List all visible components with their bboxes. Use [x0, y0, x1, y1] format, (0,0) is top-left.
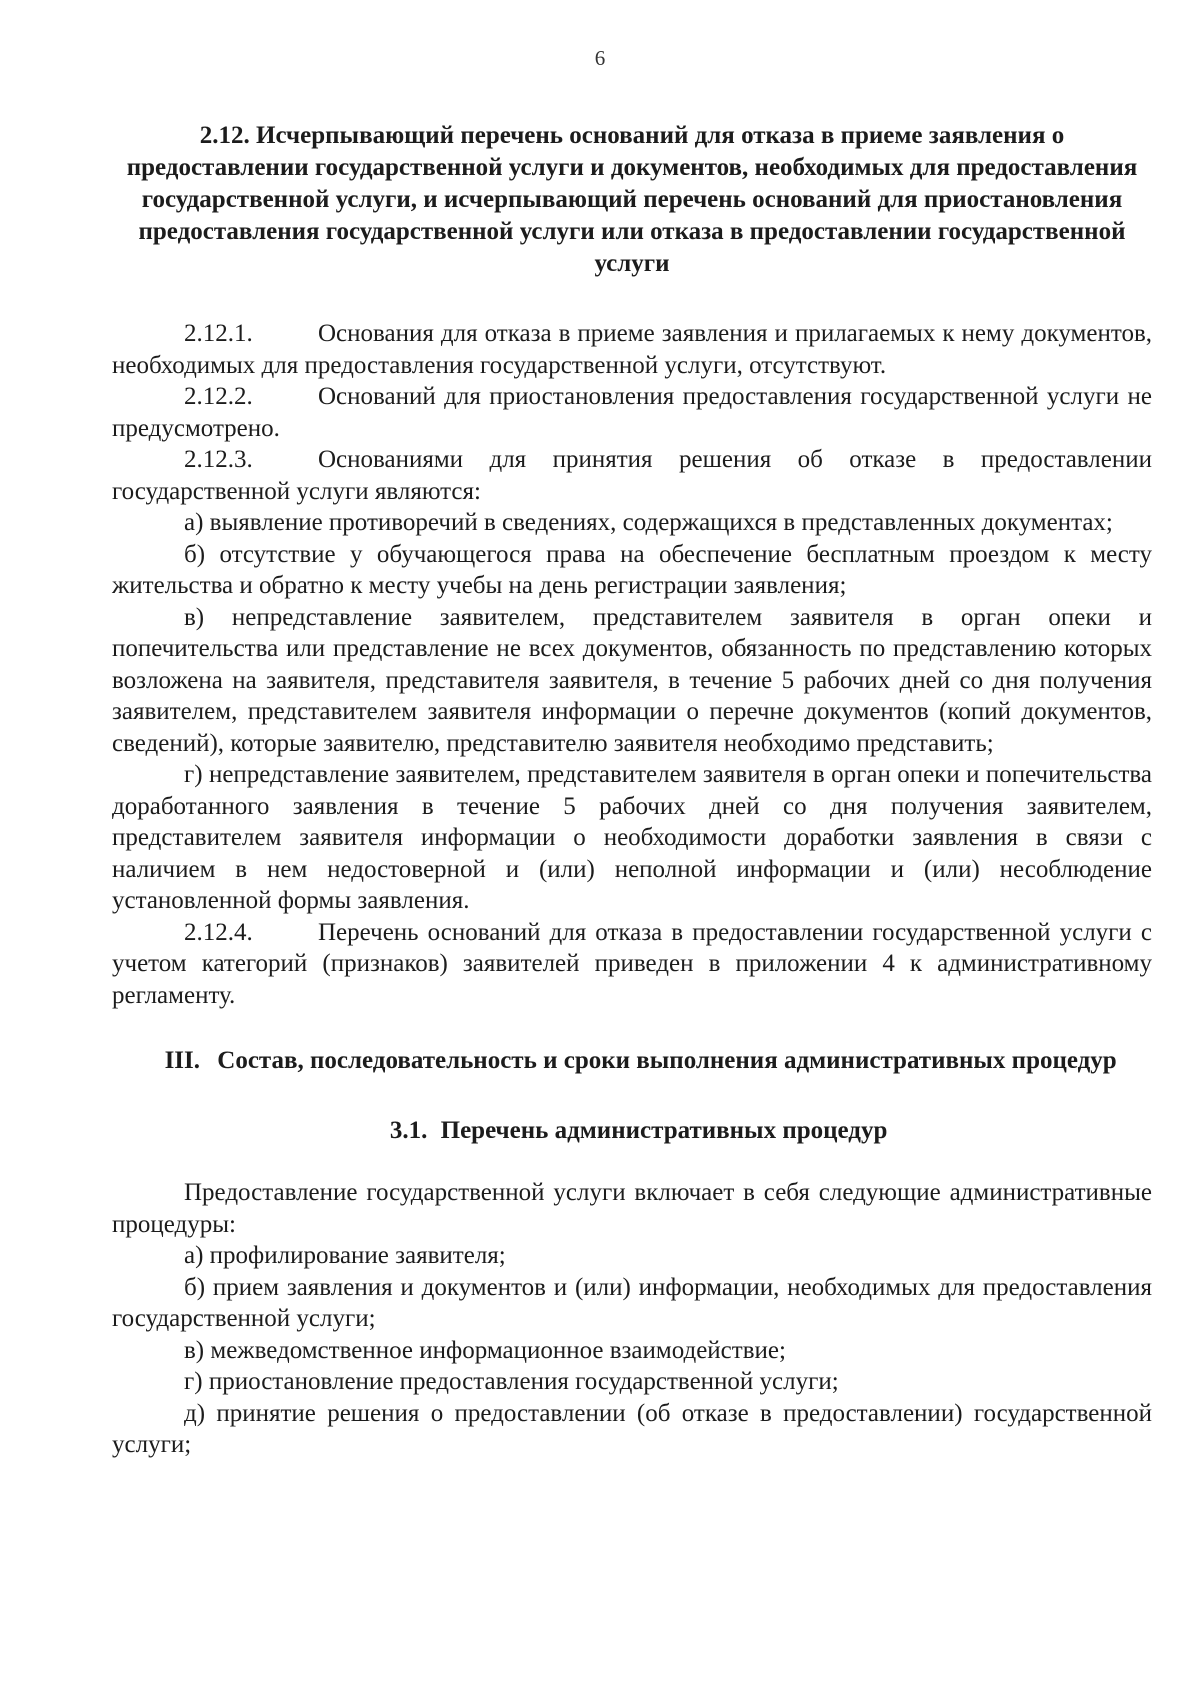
procedure-item: б) прием заявления и документов и (или) информации, необходимых для предоставления государственной услуги; [112, 1273, 1152, 1332]
section-3-heading [112, 1045, 1152, 1077]
paragraph-2-12-1 [112, 318, 1152, 381]
paragraph-2-12-4 [112, 917, 1152, 1012]
section-numeral: III. [164, 1047, 200, 1074]
paragraph-text: Основания для отказа в приеме заявления и прилагаемых к нему документов, необходимых для предоставления государственной услуги, отсутствуют. [112, 320, 1152, 379]
paragraph-text: Оснований для приостановления предоставления государственной услуги не предусмотрено. [112, 383, 1152, 442]
document-body [112, 120, 1152, 1461]
list-item-v: в) непредставление заявителем, представителем заявителя в орган опеки и попечительства или представление не всех документов, обязанность по представлению которых возложена на заявителя, представителя заявителя, в течение 5 рабочих дней со дня получения заявителем, представителем заявителя информации о перечне документов (копий документов, сведений), которые заявителю, представителю заявителя необходимо представить; [112, 603, 1152, 757]
paragraph-2-12-2 [112, 381, 1152, 444]
section-2-12-heading: 2.12. Исчерпывающий перечень оснований для отказа в приеме заявления о предоставлении государственной услуги и документов, необходимых для предоставления государственной услуги, и исчерпывающий перечень оснований для приостановления предоставления государственной услуги или отказа в предоставлении государственной услуги [126, 122, 1138, 277]
section-3-1-intro: Предоставление государственной услуги включает в себя следующие административные процедуры: [112, 1179, 1152, 1238]
page-number: 6 [594, 46, 606, 70]
paragraph-text: Основаниями для принятия решения об отказе в предоставлении государственной услуги являются: [112, 446, 1152, 505]
section-title: Состав, последовательность и сроки выполнения административных процедур [217, 1047, 1117, 1074]
list-item-g: г) непредставление заявителем, представителем заявителя в орган опеки и попечительства доработанного заявления в течение 5 рабочих дней со дня получения заявителем, представителем заявителя информации о необходимости доработки заявления в связи с наличием в нем недостоверной и (или) неполной информации и (или) несоблюдение установленной формы заявления. [112, 761, 1152, 914]
list-item-b: б) отсутствие у обучающегося права на обеспечение бесплатным проездом к месту жительства и обратно к месту учебы на день регистрации заявления; [112, 540, 1152, 599]
paragraph-number: 2.12.3. [184, 446, 253, 473]
paragraph-number: 2.12.4. [184, 918, 253, 946]
procedure-item: г) приостановление предоставления государственной услуги; [184, 1368, 839, 1395]
paragraph-number: 2.12.1. [184, 320, 253, 347]
procedure-item: в) межведомственное информационное взаимодействие; [184, 1336, 786, 1364]
paragraph-2-12-3 [112, 444, 1152, 507]
procedure-item: а) профилирование заявителя; [184, 1242, 506, 1269]
section-3-1-heading [112, 1115, 1152, 1147]
procedure-item: д) принятие решения о предоставлении (об отказе в предоставлении) государственной услуги; [112, 1399, 1152, 1458]
paragraph-number: 2.12.2. [184, 383, 253, 410]
list-item-a: а) выявление противоречий в сведениях, содержащихся в представленных документах; [184, 509, 1113, 536]
paragraph-text: Перечень оснований для отказа в предоставлении государственной услуги с учетом категорий (признаков) заявителей приведен в приложении 4 к административному регламенту. [112, 918, 1152, 1009]
section-number: 3.1. [389, 1117, 428, 1144]
section-title: Перечень административных процедур [440, 1117, 888, 1144]
